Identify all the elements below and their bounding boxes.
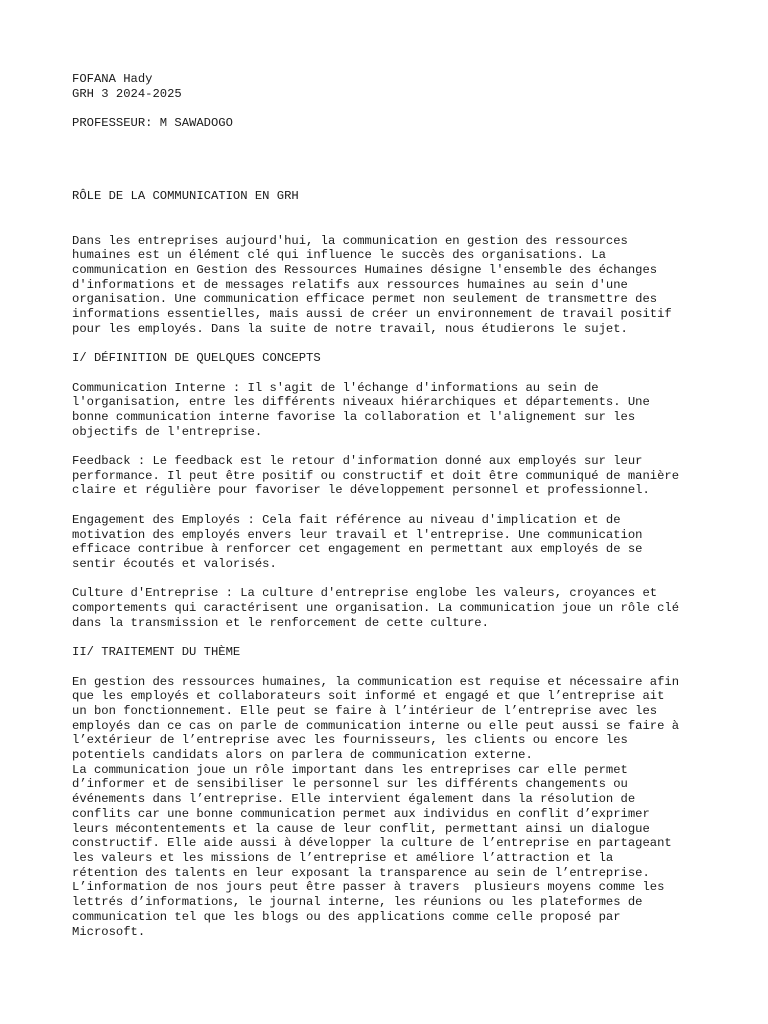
body-line: employés dan ce cas on parle de communication interne ou elle peut aussi se faire à [72,718,680,733]
body-line: En gestion des ressources humaines, la communication est requise et nécessaire afin [72,674,680,689]
section-2-heading-block [72,645,712,660]
body-line: rétention des talents en leur exposant la transparence au sein de l’entreprise. [72,865,650,880]
professor-name: PROFESSEUR: M SAWADOGO [72,116,233,131]
body-line: conflits car une bonne communication permet aux individus en conflit d’exprimer [72,806,650,821]
body-line: lettrés d’informations, le journal interne, les réunions ou les plateformes de [72,895,643,910]
section-1-heading-block [72,351,712,366]
concept-line: sentir écoutés et valorisés. [72,556,277,571]
body-line: L’information de nos jours peut être passer à travers plusieurs moyens comme les [72,880,665,895]
body-line: leurs mécontentements et la cause de leur conflit, permettant ainsi un dialogue [72,821,650,836]
concept-culture [72,586,712,630]
body-line: que les employés et collaborateurs soit informé et engagé et que l’entreprise ait [72,689,665,704]
body-line: les valeurs et les missions de l’entreprise et améliore l’attraction et la [72,850,614,865]
document-title: RÔLE DE LA COMMUNICATION EN GRH [72,189,299,204]
intro-line: Dans les entreprises aujourd'hui, la communication en gestion des ressources [72,233,628,248]
intro-line: pour les employés. Dans la suite de notre travail, nous étudierons le sujet. [72,321,628,336]
header-block [72,72,712,131]
body-line: La communication joue un rôle important dans les entreprises car elle permet [72,762,628,777]
concept-line: bonne communication interne favorise la collaboration et l'alignement sur les [72,409,636,424]
intro-line: organisation. Une communication efficace permet non seulement de transmettre des [72,292,658,307]
body-line: communication tel que les blogs ou des applications comme celle proposé par [72,909,621,924]
body-line: d’informer et de sensibiliser le personnel sur les différents changements ou [72,777,628,792]
concept-line: Engagement des Employés : Cela fait référence au niveau d'implication et de [72,512,621,527]
section-heading: I/ DÉFINITION DE QUELQUES CONCEPTS [72,351,321,366]
intro-line: d'informations et de messages relatifs aux ressources humaines au sein d'une [72,277,628,292]
concept-line: objectifs de l'entreprise. [72,424,263,439]
body-line: un bon fonctionnement. Elle peut se faire à l’intérieur de l’entreprise avec les [72,703,658,718]
concept-line: l'organisation, entre les différents niveaux hiérarchiques et départements. Une [72,395,650,410]
concept-line: efficace contribue à renforcer cet engagement en permettant aux employés de se [72,542,643,557]
concept-line: dans la transmission et le renforcement de cette culture. [72,615,489,630]
concept-engagement [72,513,712,572]
body-line: l’extérieur de l’entreprise avec les fournisseurs, les clients ou encore les [72,733,628,748]
intro-line: communication en Gestion des Ressources Humaines désigne l'ensemble des échanges [72,262,658,277]
section-2-body [72,675,712,940]
student-name: FOFANA Hady [72,72,153,86]
concept-feedback [72,454,712,498]
concept-line: comportements qui caractérisent une organisation. La communication joue un rôle clé [72,601,680,616]
concept-communication-interne [72,381,712,440]
document-page [72,72,712,954]
concept-line: motivation des employés envers leur travail et l'entreprise. Une communication [72,527,643,542]
intro-line: informations essentielles, mais aussi de créer un environnement de travail positif [72,307,672,322]
concept-line: Culture d'Entreprise : La culture d'entreprise englobe les valeurs, croyances et [72,586,658,601]
intro-paragraph [72,234,712,337]
body-line: potentiels candidats alors on parlera de communication externe. [72,748,533,763]
concept-line: Feedback : Le feedback est le retour d'information donné aux employés sur leur [72,454,643,469]
intro-line: humaines est un élément clé qui influence le succès des organisations. La [72,248,606,263]
body-line: constructif. Elle aide aussi à développer la culture de l’entreprise en partageant [72,836,672,851]
body-line: Microsoft. [72,924,146,939]
concept-line: Communication Interne : Il s'agit de l'échange d'informations au sein de [72,380,599,395]
section-heading: II/ TRAITEMENT DU THÈME [72,645,241,660]
class-year: GRH 3 2024-2025 [72,86,182,101]
concept-line: claire et régulière pour favoriser le développement personnel et professionnel. [72,483,650,498]
body-line: événements dans l’entreprise. Elle intervient également dans la résolution de [72,792,636,807]
concept-line: performance. Il peut être positif ou constructif et doit être communiqué de manière [72,468,680,483]
